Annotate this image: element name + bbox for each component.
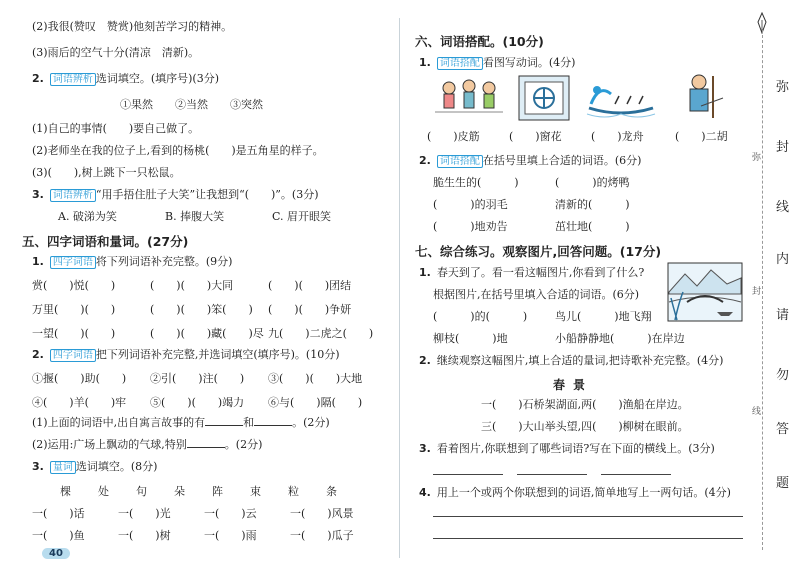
measure-cell: 一( )树 — [118, 529, 171, 542]
q6-2-header — [419, 154, 641, 169]
word-bank-item: 粒 — [288, 485, 299, 498]
q7-1-blank: 鸟儿( )地飞翔 — [555, 310, 652, 323]
q5-2-sub2 — [32, 438, 262, 452]
measure-cell: 一( )话 — [32, 507, 85, 520]
q7-4-prompt: 用上一个或两个你联想到的词语,简单地写上一两句话。(4分) — [436, 486, 731, 499]
sidebar-char: 请 — [776, 308, 790, 323]
dragon-boat-picture — [585, 74, 657, 122]
q1-item-3: (3)雨后的空气十分(清凉 清新)。 — [32, 46, 200, 59]
section-5-title: 五、四字词语和量词。(27分) — [22, 234, 189, 249]
q3-number: 3. — [32, 188, 44, 201]
jump-rope-picture — [433, 74, 505, 122]
q3-tag: 词语辨析 — [50, 189, 96, 202]
q5-2-sub1-text: (1)上面的词语中,出自寓言故事的有 — [32, 416, 206, 429]
sidebar-char: 封 — [776, 140, 790, 155]
q5-1-number: 1. — [32, 255, 44, 268]
q2-item: (3)( ),树上跳下一只松鼠。 — [32, 166, 181, 179]
q7-4-number: 4. — [419, 486, 431, 499]
paper-cutting-picture — [517, 74, 571, 122]
spring-scene-picture — [667, 262, 743, 322]
answer-line[interactable] — [517, 474, 587, 475]
answer-blank[interactable] — [187, 438, 225, 448]
q7-1-blank: ( )的( ) — [433, 310, 528, 323]
idiom-cell: ( )( )笨( ) — [150, 303, 253, 316]
q5-2-sub2-text: (2)运用:广场上飘动的气球,特别 — [32, 438, 187, 451]
q5-2-prompt: 把下列词语补充完整,并选词填空(填序号)。(10分) — [95, 348, 340, 361]
q5-3-number: 3. — [32, 460, 44, 473]
sidebar-char: 答 — [776, 422, 790, 437]
idiom-cell: ( )( )团结 — [268, 279, 352, 292]
q5-1-header — [32, 255, 232, 270]
q7-1-blank: 柳枝( )地 — [433, 332, 508, 345]
q6-1-prompt: 看图写动词。(4分) — [482, 56, 576, 69]
q7-4-header — [419, 486, 731, 500]
idiom-cell: ④( )羊( )牢 — [32, 396, 127, 409]
q6-1-answer: ( )皮筋 — [427, 130, 480, 143]
section-7-title: 七、综合练习。观察图片,回答问题。(17分) — [415, 244, 662, 259]
q5-2-sub1 — [32, 416, 330, 430]
sidebar-char: 题 — [776, 476, 790, 491]
q3-header — [32, 188, 319, 203]
measure-cell: 一( )风景 — [290, 507, 354, 520]
q3-option-b: B. 捧腹大笑 — [165, 210, 225, 223]
q6-1-answer: ( )二胡 — [675, 130, 728, 143]
q7-1-number: 1. — [419, 266, 431, 279]
collocation-cell: ( )的烤鸭 — [555, 176, 630, 189]
q5-2-number: 2. — [32, 348, 44, 361]
writing-line[interactable] — [433, 538, 743, 539]
idiom-cell: ⑤( )( )竭力 — [150, 396, 245, 409]
idiom-cell: 赏( )悦( ) — [32, 279, 116, 292]
poem-line: 三( )大山举头望,四( )柳树在眼前。 — [481, 420, 689, 433]
q2-item: (1)自己的事情( )要自己做了。 — [32, 122, 200, 135]
word-bank-item: 棵 — [60, 485, 71, 498]
measure-cell: 一( )云 — [204, 507, 257, 520]
measure-cell: 一( )鱼 — [32, 529, 85, 542]
q7-3-header — [419, 442, 715, 456]
sidebar-small-char: 封 — [752, 287, 762, 297]
idiom-cell: 一望( )( ) — [32, 327, 116, 340]
collocation-cell: 茁壮地( ) — [555, 220, 630, 233]
q6-2-number: 2. — [419, 154, 431, 167]
word-bank-item: 条 — [326, 485, 337, 498]
word-bank-item: 句 — [136, 485, 147, 498]
q1-item-2: (2)我很(赞叹 赞赏)他刻苦学习的精神。 — [32, 20, 233, 33]
sidebar-char: 内 — [776, 252, 790, 267]
q2-number: 2. — [32, 72, 44, 85]
idiom-cell: ( )( )争妍 — [268, 303, 352, 316]
q2-header — [32, 72, 219, 87]
word-bank-item: 束 — [250, 485, 261, 498]
answer-blank[interactable] — [254, 416, 292, 426]
q6-1-tag: 词语搭配 — [437, 57, 483, 70]
q5-3-prompt: 选词填空。(8分) — [75, 460, 158, 473]
sidebar-char: 勿 — [776, 368, 790, 383]
collocation-cell: ( )地劝告 — [433, 220, 508, 233]
idiom-cell: ③( )( )大地 — [268, 372, 363, 385]
answer-line[interactable] — [433, 474, 503, 475]
collocation-cell: ( )的羽毛 — [433, 198, 508, 211]
q3-option-c: C. 眉开眼笑 — [272, 210, 332, 223]
q7-2-prompt: 继续观察这幅图片,填上合适的量词,把诗歌补充完整。(4分) — [436, 354, 724, 367]
q5-3-header — [32, 460, 157, 475]
sidebar-char: 线 — [776, 200, 790, 215]
column-divider — [399, 18, 400, 558]
q5-1-tag: 四字词语 — [50, 256, 96, 269]
q5-2-sub1-tail: 。(2分) — [292, 416, 330, 429]
q2-tag: 词语辨析 — [50, 73, 96, 86]
section-6-title: 六、词语搭配。(10分) — [415, 34, 544, 49]
writing-line[interactable] — [433, 516, 743, 517]
collocation-cell: 清新的( ) — [555, 198, 630, 211]
q6-1-answer: ( )龙舟 — [591, 130, 644, 143]
q2-options: ①果然 ②当然 ③突然 — [120, 98, 263, 111]
idiom-cell: ②引( )注( ) — [150, 372, 245, 385]
idiom-cell: ( )( )大同 — [150, 279, 234, 292]
q7-1-prompt: 春天到了。看一看这幅图片,你看到了什么? — [436, 266, 645, 279]
word-bank-item: 朵 — [174, 485, 185, 498]
q7-1-line2: 根据图片,在括号里填入合适的词语。(6分) — [433, 288, 640, 301]
q5-2-tag: 四字词语 — [50, 349, 96, 362]
measure-cell: 一( )雨 — [204, 529, 257, 542]
measure-cell: 一( )瓜子 — [290, 529, 354, 542]
word-bank-item: 处 — [98, 485, 109, 498]
q7-1-blank: 小船静静地( )在岸边 — [555, 332, 685, 345]
q5-1-prompt: 将下列词语补充完整。(9分) — [95, 255, 233, 268]
collocation-cell: 脆生生的( ) — [433, 176, 519, 189]
idiom-cell: ⑥与( )隔( ) — [268, 396, 363, 409]
q6-2-prompt: 在括号里填上合适的词语。(6分) — [482, 154, 642, 167]
q5-2-sub2-tail: 。(2分) — [224, 438, 263, 451]
erhu-picture — [677, 72, 727, 124]
sidebar-small-char: 弥 — [752, 153, 762, 163]
q5-2-sub1-and: 和 — [243, 416, 255, 429]
word-bank-item: 阵 — [212, 485, 223, 498]
q3-option-a: A. 破涕为笑 — [58, 210, 117, 223]
page-number: 40 — [42, 548, 70, 559]
q6-1-answer: ( )窗花 — [509, 130, 562, 143]
q7-3-number: 3. — [419, 442, 431, 455]
q5-3-tag: 量词 — [50, 461, 76, 474]
idiom-cell: ( )( )藏( )尽 — [150, 327, 264, 340]
idiom-cell: 九( )二虎之( ) — [268, 327, 374, 340]
q7-2-header — [419, 354, 723, 368]
q2-prompt: 选词填空。(填序号)(3分) — [95, 72, 220, 85]
q3-prompt: “用手捂住肚子大笑”让我想到“( )”。(3分) — [95, 188, 319, 201]
q7-3-prompt: 看着图片,你联想到了哪些词语?写在下面的横线上。(3分) — [436, 442, 715, 455]
measure-cell: 一( )光 — [118, 507, 171, 520]
poem-title: 春景 — [553, 378, 594, 392]
q5-2-header — [32, 348, 340, 363]
sidebar-char: 弥 — [776, 80, 790, 95]
q6-1-header — [419, 56, 575, 71]
sidebar-small-char: 线 — [752, 407, 762, 417]
seal-dashed-line — [762, 30, 763, 550]
answer-blank[interactable] — [205, 416, 243, 426]
q6-2-tag: 词语搭配 — [437, 155, 483, 168]
answer-line[interactable] — [601, 474, 671, 475]
q7-1-header — [419, 266, 644, 280]
poem-line: 一( )石桥架湖面,两( )渔船在岸边。 — [481, 398, 689, 411]
idiom-cell: 万里( )( ) — [32, 303, 116, 316]
idiom-cell: ①揠( )助( ) — [32, 372, 127, 385]
q2-item: (2)老师坐在我的位子上,看到的杨桃( )是五角星的样子。 — [32, 144, 324, 157]
q6-1-number: 1. — [419, 56, 431, 69]
q7-2-number: 2. — [419, 354, 431, 367]
